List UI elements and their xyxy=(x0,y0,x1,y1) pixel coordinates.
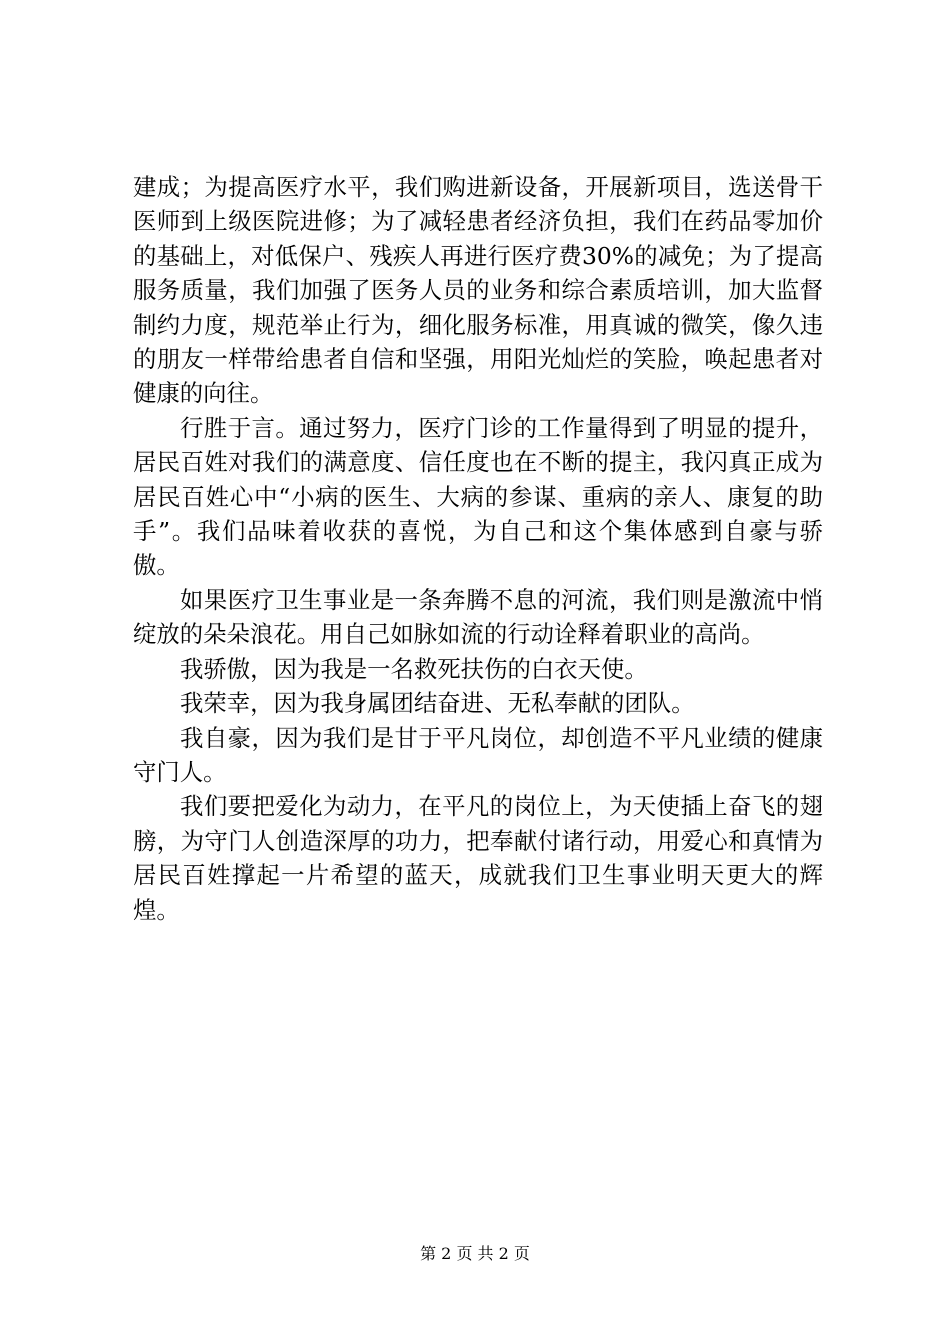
paragraph-proud: 我骄傲，因为我是一名救死扶伤的白衣天使。 xyxy=(180,654,648,683)
paragraph-river-metaphor: 如果医疗卫生事业是一条奔腾不息的河流，我们则是激流中悄绽放的朵朵浪花。用自己如脉如流的行动诠释着职业的高尚。 xyxy=(133,585,823,649)
paragraph-honored: 我荣幸，因为我身属团结奋进、无私奉献的团队。 xyxy=(180,689,695,718)
paragraph-continuation: 建成；为提高医疗水平，我们购进新设备，开展新项目，选送骨干医师到上级医院进修；为了减轻患者经济负担，我们在药品零加价的基础上，对低保户、残疾人再进行医疗费30%的减免；为了提高服务质量，我们加强了医务人员的业务和综合素质培训，加大监督制约力度，规范举止行为，细化服务标准，用真诚的微笑，像久违的朋友一样带给患者自信和坚强，用阳光灿烂的笑脸，唤起患者对健康的向往。 xyxy=(133,173,823,408)
paragraph-results: 行胜于言。通过努力，医疗门诊的工作量得到了明显的提升，居民百姓对我们的满意度、信任度也在不断的提主，我闪真正成为居民百姓心中“小病的医生、大病的参谋、重病的亲人、康复的助手”。我们品味着收获的喜悦，为自己和这个集体感到自豪与骄傲。 xyxy=(133,413,823,580)
body-text xyxy=(133,170,823,927)
paragraph-self-pride: 我自豪，因为我们是甘于平凡岗位，却创造不平凡业绩的健康守门人。 xyxy=(133,723,823,786)
paragraph-closing: 我们要把爱化为动力，在平凡的岗位上，为天使插上奋飞的翅膀，为守门人创造深厚的功力，把奉献付诸行动，用爱心和真情为居民百姓撑起一片希望的蓝天，成就我们卫生事业明天更大的辉煌。 xyxy=(133,792,823,924)
page-footer: 第 2 页 共 2 页 xyxy=(420,1244,530,1263)
